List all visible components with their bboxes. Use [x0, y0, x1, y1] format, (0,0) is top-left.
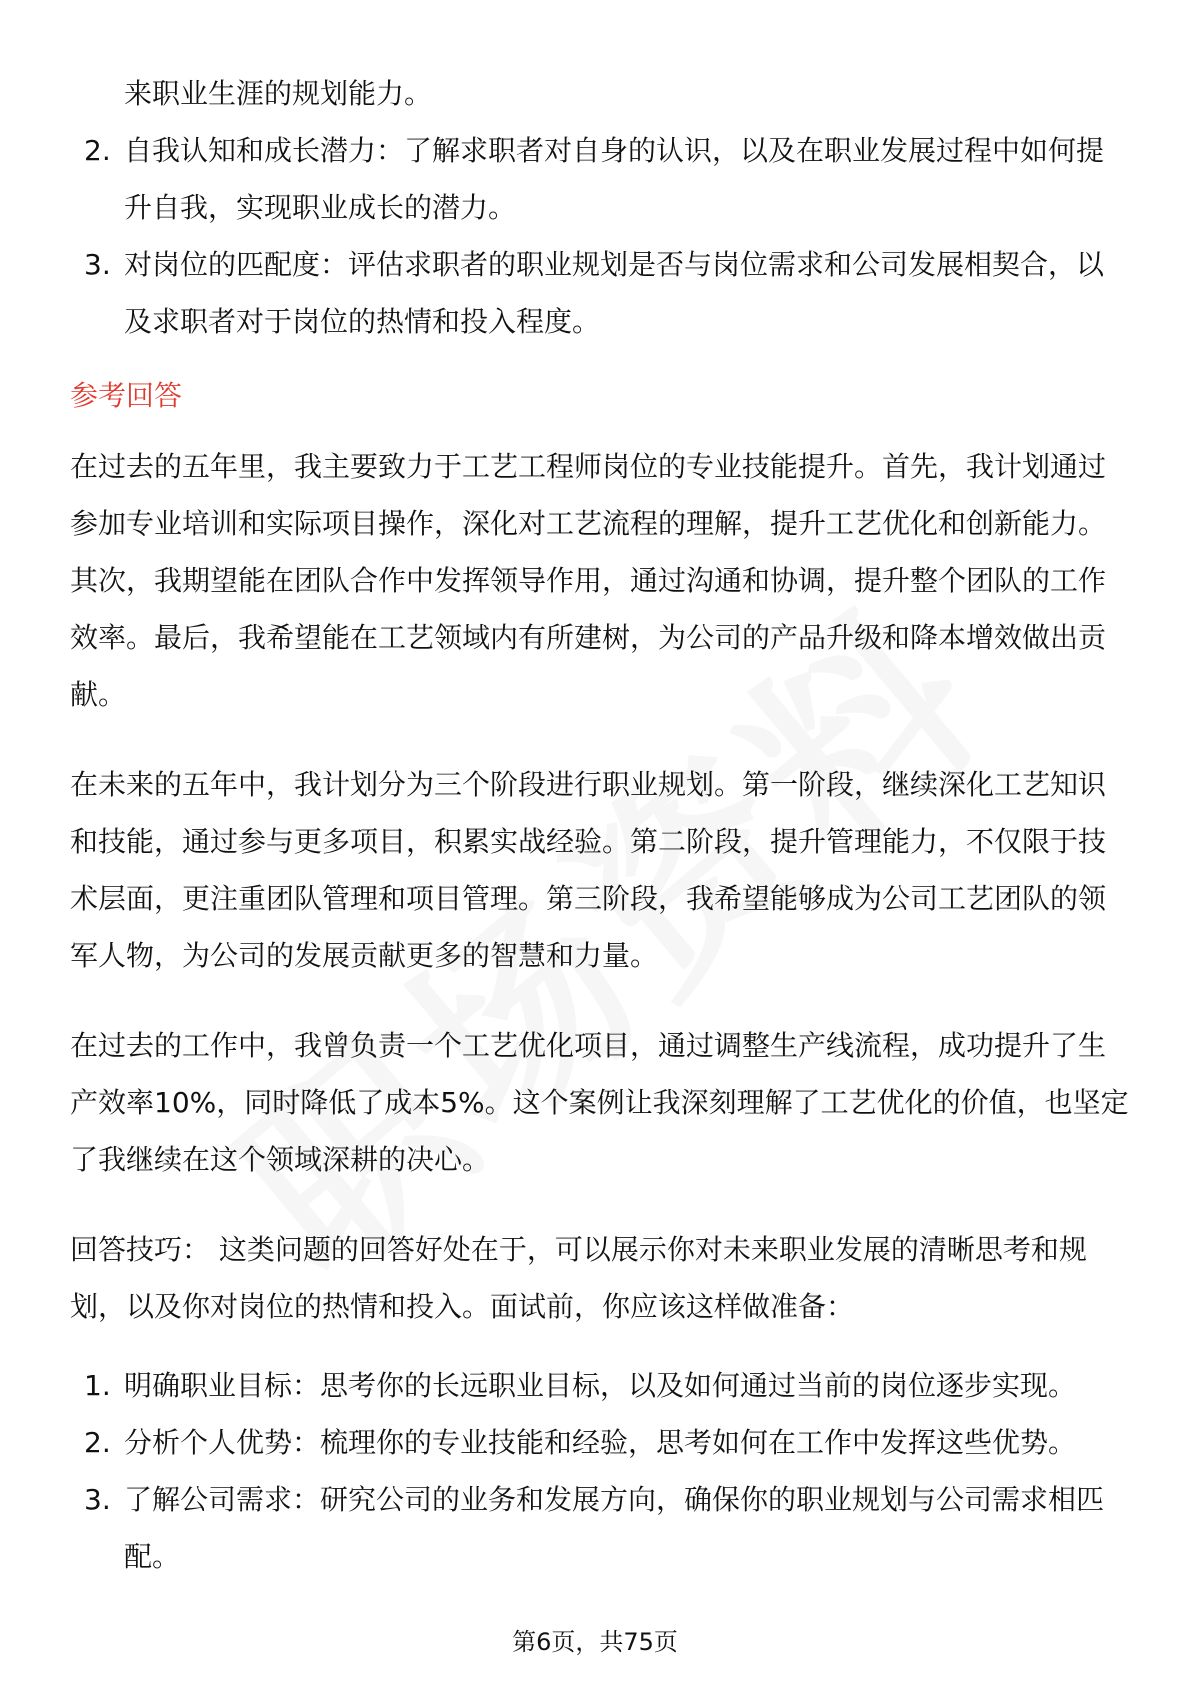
list-number: 2. [84, 134, 111, 167]
list-number: 1. [84, 1369, 111, 1402]
bottom-list [70, 1357, 1130, 1585]
list-text: 分析个人优势：梳理你的专业技能和经验，思考如何在工作中发挥这些优势。 [124, 1426, 1077, 1459]
list-text: 自我认知和成长潜力：了解求职者对自身的认识，以及在职业发展过程中如何提升自我，实现职业成长的潜力。 [124, 134, 1105, 224]
continuation-line: 来职业生涯的规划能力。 [124, 77, 433, 110]
page-content [70, 65, 1130, 1585]
list-number: 2. [84, 1426, 111, 1459]
list-number: 3. [84, 1483, 111, 1516]
list-number: 3. [84, 248, 111, 281]
page-number-footer: 第6页，共75页 [512, 1628, 678, 1656]
list-item [70, 1471, 1130, 1585]
list-item [70, 122, 1130, 236]
top-list [70, 122, 1130, 350]
list-item [70, 1357, 1130, 1414]
list-text: 明确职业目标：思考你的长远职业目标，以及如何通过当前的岗位逐步实现。 [124, 1369, 1077, 1402]
list-text: 对岗位的匹配度：评估求职者的职业规划是否与岗位需求和公司发展相契合，以及求职者对于岗位的热情和投入程度。 [124, 248, 1105, 338]
list-item [70, 236, 1130, 350]
answer-paragraph: 在未来的五年中，我计划分为三个阶段进行职业规划。第一阶段，继续深化工艺知识和技能，通过参与更多项目，积累实战经验。第二阶段，提升管理能力，不仅限于技术层面，更注重团队管理和项目管理。第三阶段，我希望能够成为公司工艺团队的领军人物，为公司的发展贡献更多的智慧和力量。 [70, 768, 1107, 972]
tips-paragraph: 回答技巧： 这类问题的回答好处在于，可以展示你对未来职业发展的清晰思考和规划，以及你对岗位的热情和投入。面试前，你应该这样做准备： [70, 1233, 1087, 1323]
list-text: 了解公司需求：研究公司的业务和发展方向，确保你的职业规划与公司需求相匹配。 [124, 1483, 1105, 1573]
answer-paragraph: 在过去的工作中，我曾负责一个工艺优化项目，通过调整生产线流程，成功提升了生产效率10%，同时降低了成本5%。这个案例让我深刻理解了工艺优化的价值，也坚定了我继续在这个领域深耕的决心。 [70, 1029, 1129, 1176]
list-item [70, 1414, 1130, 1471]
section-heading: 参考回答 [70, 379, 183, 412]
answer-paragraph: 在过去的五年里，我主要致力于工艺工程师岗位的专业技能提升。首先，我计划通过参加专业培训和实际项目操作，深化对工艺流程的理解，提升工艺优化和创新能力。其次，我期望能在团队合作中发挥领导作用，通过沟通和协调，提升整个团队的工作效率。最后，我希望能在工艺领域内有所建树，为公司的产品升级和降本增效做出贡献。 [70, 450, 1107, 711]
